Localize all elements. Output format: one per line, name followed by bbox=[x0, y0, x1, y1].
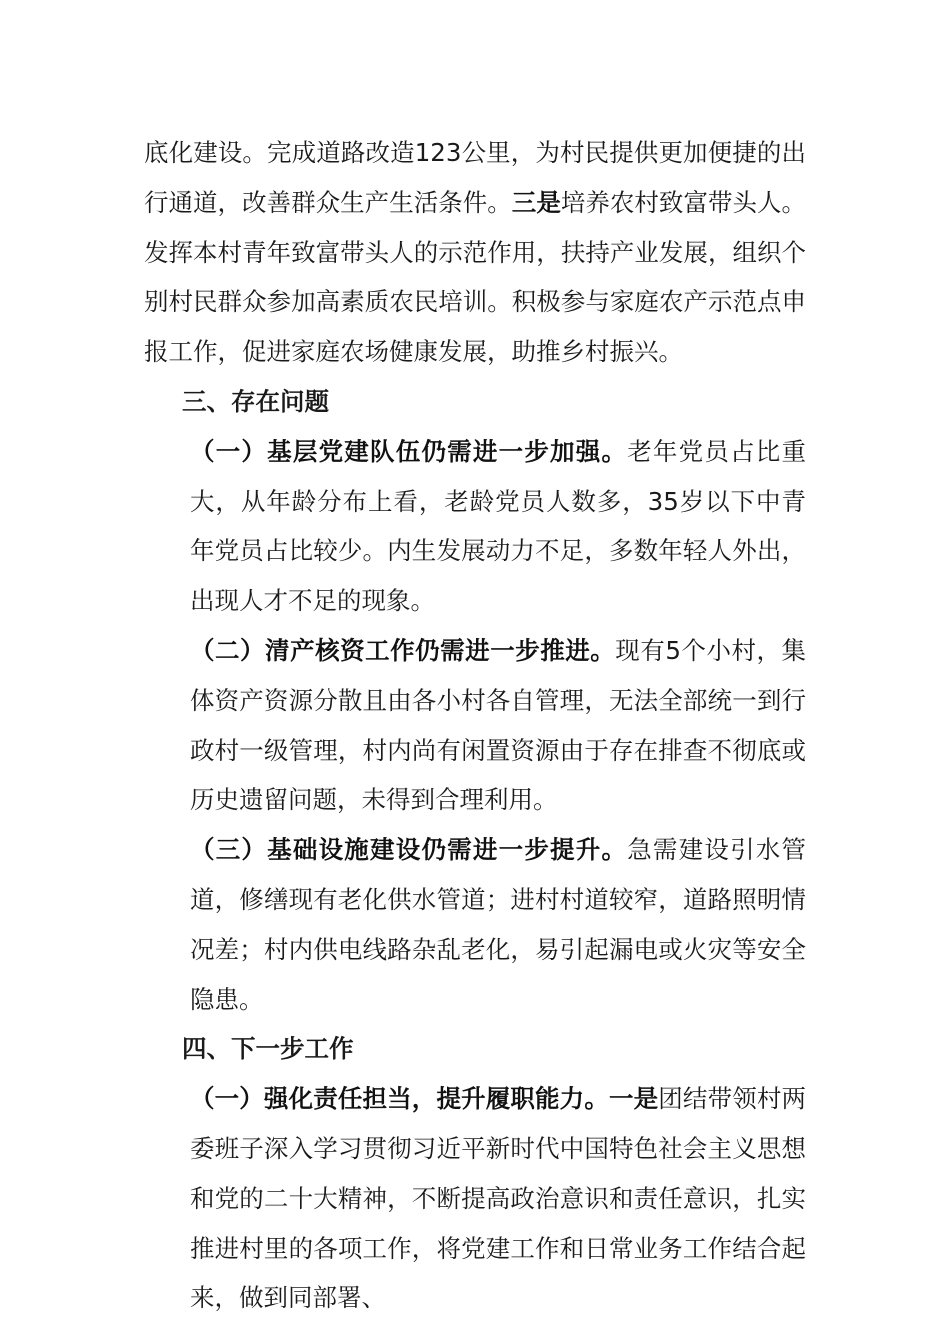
issue-text: 老年党员占比重大，从年龄分布上看，老龄党员人数多，35岁以下中青年党员占比较少。内生发展动力不足，多数年轻人外出，出现人才不足的现象。 bbox=[190, 436, 807, 616]
issue-heading: （二）清产核资工作仍需进一步推进。 bbox=[190, 635, 616, 665]
next-step-paragraph-1 bbox=[144, 1074, 806, 1323]
paragraph-text: 培养农村致富带头人。发挥本村青年致富带头人的示范作用，扶持产业发展，组织个别村民群众参加高素质农民培训。积极参与家庭农产示范点申报工作，促进家庭农场健康发展，助推乡村振兴。 bbox=[144, 187, 807, 367]
issue-paragraph-2 bbox=[144, 626, 806, 825]
bold-phrase: 一是 bbox=[608, 1084, 659, 1114]
issue-paragraph-3 bbox=[144, 825, 806, 1024]
section-heading-3: 三、存在问题 bbox=[182, 386, 329, 416]
issue-text: 现有5个小村，集体资产资源分散且由各小村各自管理，无法全部统一到行政村一级管理，村内尚有闲置资源由于存在排查不彻底或历史遗留问题，未得到合理利用。 bbox=[190, 635, 807, 815]
issue-text: 急需建设引水管道，修缮现有老化供水管道；进村村道较窄，道路照明情况差；村内供电线路杂乱老化，易引起漏电或火灾等安全隐患。 bbox=[190, 835, 807, 1014]
next-step-heading: （一）强化责任担当，提升履职能力。 bbox=[190, 1084, 609, 1114]
issue-heading: （一）基层党建队伍仍需进一步加强。 bbox=[190, 436, 628, 466]
paragraph-continuation bbox=[144, 128, 806, 377]
issue-paragraph-1 bbox=[144, 427, 806, 626]
document-body bbox=[144, 128, 806, 1323]
paragraph-text: 底化建设。完成道路改造123公里，为村民提供更加便捷的出行通道，改善群众生产生活条件。 bbox=[144, 138, 806, 217]
bold-phrase: 三是 bbox=[511, 187, 561, 217]
next-step-text: 团结带领村两委班子深入学习贯彻习近平新时代中国特色社会主义思想和党的二十大精神，不断提高政治意识和责任意识，扎实推进村里的各项工作，将党建工作和日常业务工作结合起来，做到同部署、 bbox=[190, 1084, 807, 1313]
section-heading-4: 四、下一步工作 bbox=[182, 1034, 354, 1064]
issue-heading: （三）基础设施建设仍需进一步提升。 bbox=[190, 835, 628, 865]
